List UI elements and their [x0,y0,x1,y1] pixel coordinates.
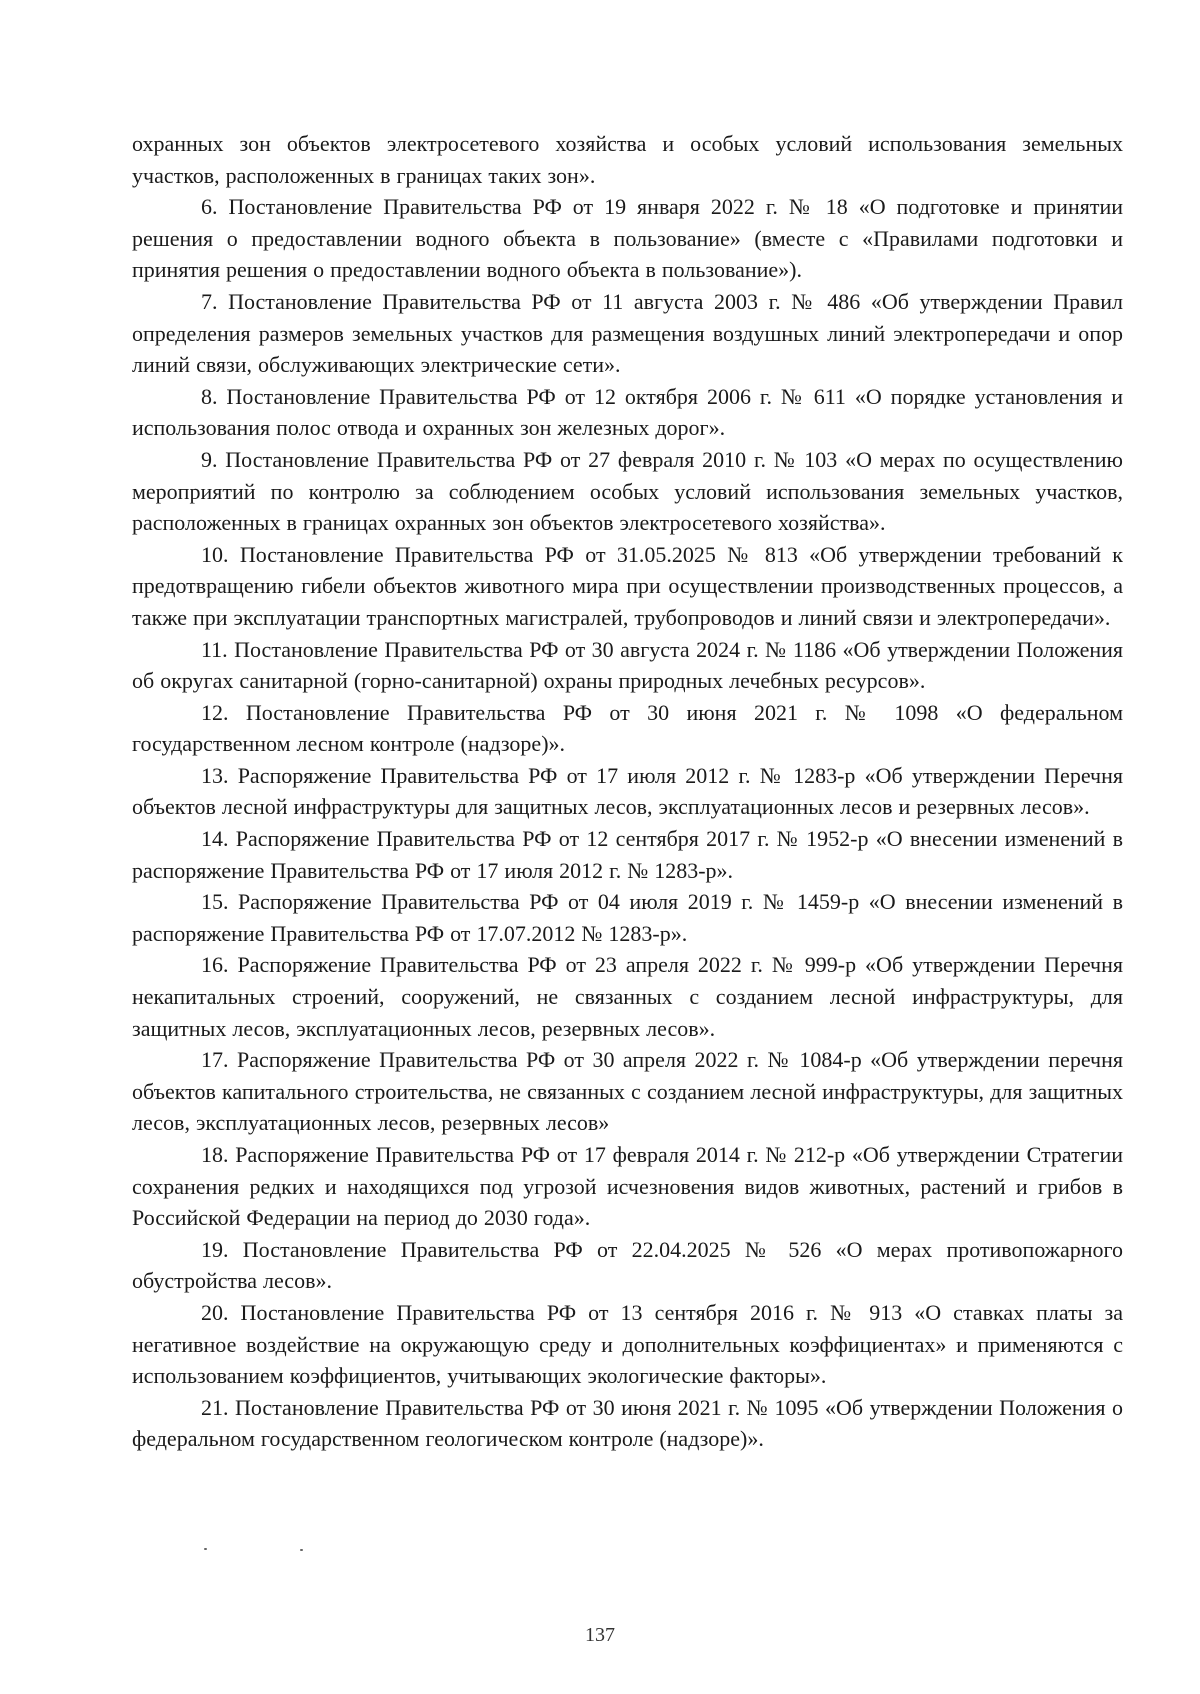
paragraph-continuation: охранных зон объектов электросетевого хозяйства и особых условий использования земельных участков, расположенных в границах таких зон». [132,131,1123,188]
list-item-20: 20. Постановление Правительства РФ от 13 сентября 2016 г. № 913 «О ставках платы за негативное воздействие на окружающую среду и дополнительных коэффициентах» и применяются с использованием коэффициентов, учитывающих экологические факторы». [132,1299,1123,1389]
list-item-10: 10. Постановление Правительства РФ от 31.05.2025 № 813 «Об утверждении требований к предотвращению гибели объектов животного мира при осуществлении производственных процессов, а также при эксплуатации транспортных магистралей, трубопроводов и линий связи и электропередачи». [132,541,1123,630]
document-body [132,128,1123,1455]
list-item-16: 16. Распоряжение Правительства РФ от 23 апреля 2022 г. № 999-р «Об утверждении Перечня некапитальных строений, сооружений, не связанных с созданием лесной инфраструктуры, для защитных лесов, эксплуатационных лесов, резервных лесов». [132,952,1123,1041]
list-item-19: 19. Постановление Правительства РФ от 22.04.2025 № 526 «О мерах противопожарного обустройства лесов». [132,1236,1123,1294]
list-item-15: 15. Распоряжение Правительства РФ от 04 июля 2019 г. № 1459-р «О внесении изменений в распоряжение Правительства РФ от 17.07.2012 № 1283-р». [132,889,1123,946]
list-item-9: 9. Постановление Правительства РФ от 27 февраля 2010 г. № 103 «О мерах по осуществлению мероприятий по контролю за соблюдением особых условий использования земельных участков, расположенных в границах охранных зон объектов электросетевого хозяйства». [132,446,1123,536]
list-item-7: 7. Постановление Правительства РФ от 11 августа 2003 г. № 486 «Об утверждении Правил определения размеров земельных участков для размещения воздушных линий электропередачи и опор линий связи, обслуживающих электрические сети». [132,288,1123,378]
page-number: 137 [585,1624,615,1646]
list-item-11: 11. Постановление Правительства РФ от 30 августа 2024 г. № 1186 «Об утверждении Положения об округах санитарной (горно-санитарной) охраны природных лечебных ресурсов». [132,636,1123,694]
list-item-21: 21. Постановление Правительства РФ от 30 июня 2021 г. № 1095 «Об утверждении Положения о федеральном государственном геологическом контроле (надзоре)». [132,1394,1123,1452]
list-item-17: 17. Распоряжение Правительства РФ от 30 апреля 2022 г. № 1084-р «Об утверждении перечня объектов капитального строительства, не связанных с созданием лесной инфраструктуры, для защитных лесов, эксплуатационных лесов, резервных лесов» [132,1047,1123,1136]
scan-speck [204,1548,207,1550]
list-item-6: 6. Постановление Правительства РФ от 19 января 2022 г. № 18 «О подготовке и принятии решения о предоставлении водного объекта в пользование» (вместе с «Правилами подготовки и принятия решения о предоставлении водного объекта в пользование»). [132,194,1123,283]
list-item-18: 18. Распоряжение Правительства РФ от 17 февраля 2014 г. № 212-р «Об утверждении Стратегии сохранения редких и находящихся под угрозой исчезновения видов животных, растений и грибов в Российской Федерации на период до 2030 года». [132,1142,1123,1231]
list-item-14: 14. Распоряжение Правительства РФ от 12 сентября 2017 г. № 1952-р «О внесении изменений в распоряжение Правительства РФ от 17 июля 2012 г. № 1283-р». [132,826,1123,883]
scan-speck [300,1549,303,1551]
list-item-13: 13. Распоряжение Правительства РФ от 17 июля 2012 г. № 1283-р «Об утверждении Перечня объектов лесной инфраструктуры для защитных лесов, эксплуатационных лесов и резервных лесов». [132,762,1123,820]
list-item-12: 12. Постановление Правительства РФ от 30 июня 2021 г. № 1098 «О федеральном государственном лесном контроле (надзоре)». [132,699,1123,757]
list-item-8: 8. Постановление Правительства РФ от 12 октября 2006 г. № 611 «О порядке установления и использования полос отвода и охранных зон железных дорог». [132,383,1123,441]
